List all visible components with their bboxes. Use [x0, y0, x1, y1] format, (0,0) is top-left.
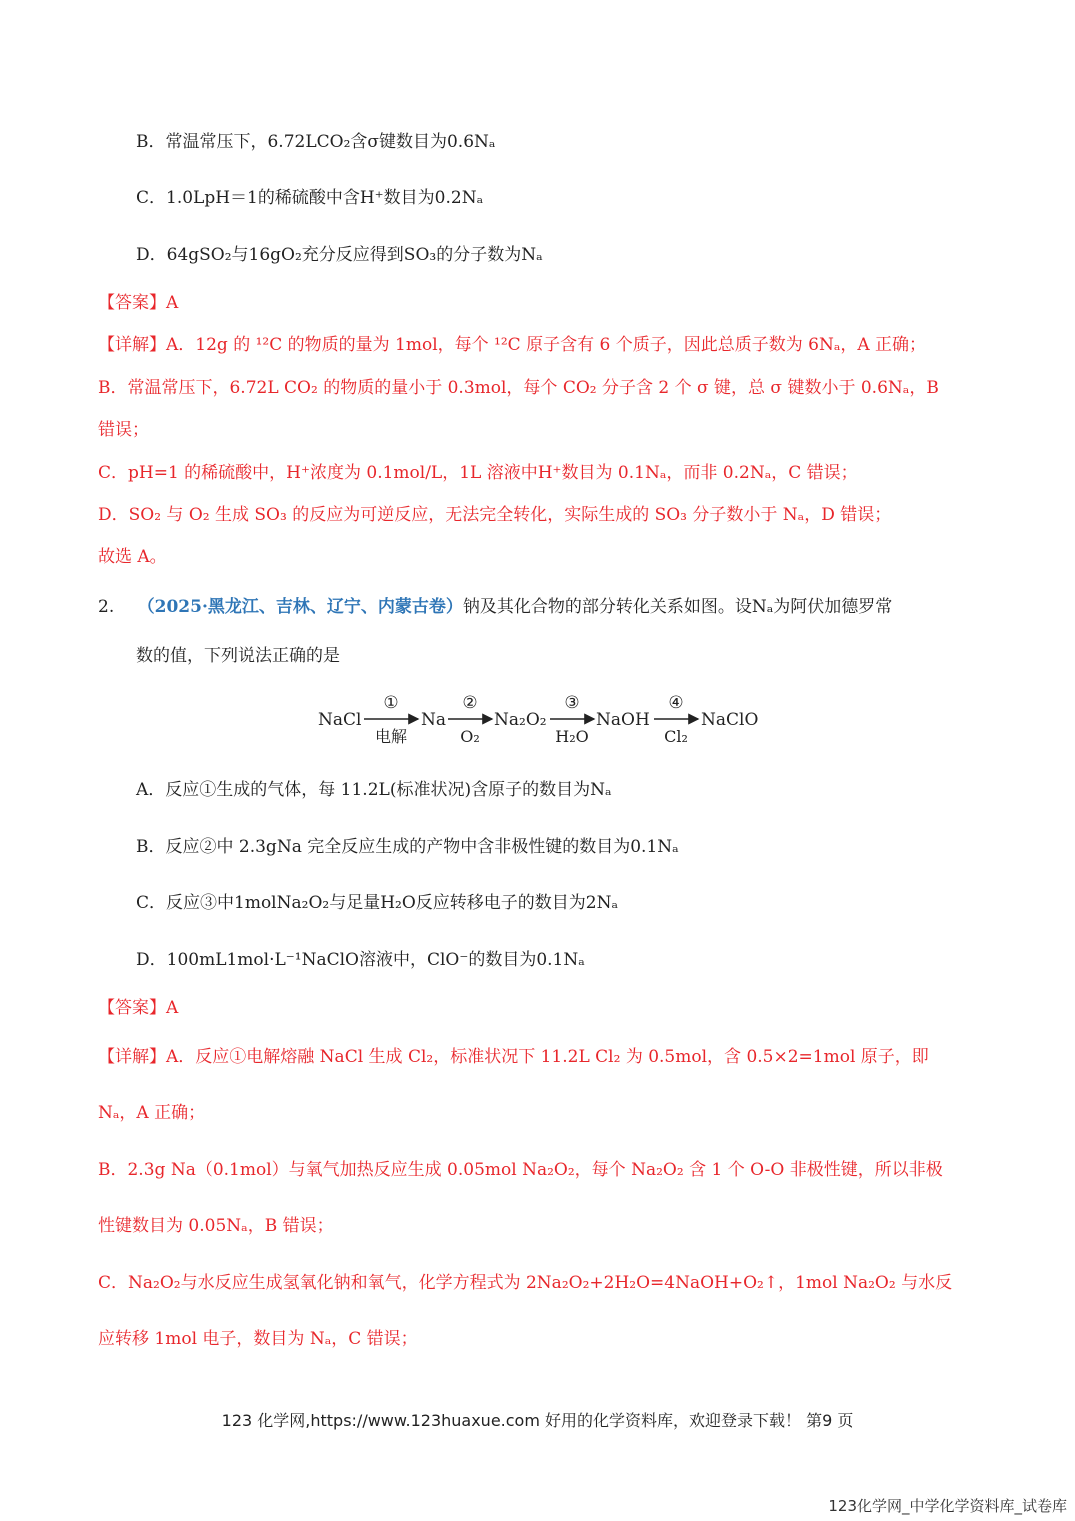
q2-option-c: C．反应③中1molNa₂O₂与足量H₂O反应转移电子的数目为2Nₐ: [136, 893, 619, 913]
q1-detail-line-5: D．SO₂ 与 O₂ 生成 SO₃ 的反应为可逆反应，无法完全转化，实际生成的 SO₃ 分子数小于 Nₐ，D 错误；: [98, 505, 892, 525]
species-naoh: NaOH: [596, 710, 650, 730]
q1-detail-line-4: C．pH=1 的稀硫酸中，H⁺浓度为 0.1mol/L，1L 溶液中H⁺数目为 0.1Nₐ，而非 0.2Nₐ，C 错误；: [98, 463, 858, 483]
q2-option-b: B．反应②中 2.3gNa 完全反应生成的产物中含非极性键的数目为0.1Nₐ: [136, 837, 679, 857]
q1-option-c: C．1.0LpH＝1的稀硫酸中含H⁺数目为0.2Nₐ: [136, 188, 484, 208]
reaction-scheme: [318, 688, 778, 752]
q2-detail-line-6: 应转移 1mol 电子，数目为 Nₐ，C 错误；: [98, 1329, 418, 1349]
condition-3: H₂O: [555, 727, 589, 746]
species-naclo: NaClO: [701, 710, 759, 730]
q2-stem-line-2: 数的值，下列说法正确的是: [136, 646, 340, 666]
species-na2o2: Na₂O₂: [494, 710, 547, 730]
species-nacl: NaCl: [318, 710, 362, 730]
q2-option-a: A．反应①生成的气体，每 11.2L(标准状况)含原子的数目为Nₐ: [136, 780, 612, 800]
step-1-label: ①: [383, 693, 399, 713]
q2-answer: 【答案】A: [98, 998, 179, 1018]
q2-detail-line-3: B．2.3g Na（0.1mol）与氧气加热反应生成 0.05mol Na₂O₂，每个 Na₂O₂ 含 1 个 O-O 非极性键，所以非极: [98, 1160, 943, 1180]
q2-stem-text: 钠及其化合物的部分转化关系如图。设Nₐ为阿伏加德罗常: [462, 597, 893, 617]
q2-detail-line-5: C．Na₂O₂与水反应生成氢氧化钠和氧气，化学方程式为 2Na₂O₂+2H₂O=4NaOH+O₂↑，1mol Na₂O₂ 与水反: [98, 1273, 953, 1293]
q1-detail-line-2: B．常温常压下，6.72L CO₂ 的物质的量小于 0.3mol，每个 CO₂ 分子含 2 个 σ 键，总 σ 键数小于 0.6Nₐ，B: [98, 378, 939, 398]
q1-option-d: D．64gSO₂与16gO₂充分反应得到SO₃的分子数为Nₐ: [136, 245, 543, 265]
q1-detail-line-6: 故选 A。: [98, 547, 167, 567]
q2-stem-line-1: [98, 596, 892, 618]
q2-number: 2.: [98, 597, 115, 617]
page-footer: 123 化学网,https://www.123huaxue.com 好用的化学资料库，欢迎登录下载！ 第9 页: [221, 1411, 854, 1430]
q2-detail-line-2: Nₐ，A 正确；: [98, 1103, 206, 1123]
condition-1: 电解: [374, 727, 408, 746]
step-3-label: ③: [564, 693, 580, 713]
step-4-label: ④: [668, 693, 684, 713]
q1-detail-line-1: 【详解】A．12g 的 ¹²C 的物质的量为 1mol，每个 ¹²C 原子含有 6 个质子，因此总质子数为 6Nₐ，A 正确；: [98, 335, 927, 355]
condition-4: Cl₂: [664, 727, 688, 746]
q2-option-d: D．100mL1mol·L⁻¹NaClO溶液中，ClO⁻的数目为0.1Nₐ: [136, 950, 585, 970]
species-na: Na: [421, 710, 447, 730]
step-2-label: ②: [462, 693, 478, 713]
q1-answer: 【答案】A: [98, 293, 179, 313]
site-watermark: 123化学网_中学化学资料库_试卷库: [828, 1497, 1067, 1515]
condition-2: O₂: [460, 727, 480, 746]
q2-source: （2025·黑龙江、吉林、辽宁、内蒙古卷）: [137, 597, 463, 617]
q1-option-b: B．常温常压下，6.72LCO₂含σ键数目为0.6Nₐ: [136, 132, 496, 152]
q1-detail-line-3: 错误；: [98, 420, 149, 440]
q2-detail-line-4: 性键数目为 0.05Nₐ，B 错误；: [98, 1216, 334, 1236]
q2-detail-line-1: 【详解】A．反应①电解熔融 NaCl 生成 Cl₂，标准状况下 11.2L Cl₂ 为 0.5mol，含 0.5×2=1mol 原子，即: [98, 1047, 929, 1067]
